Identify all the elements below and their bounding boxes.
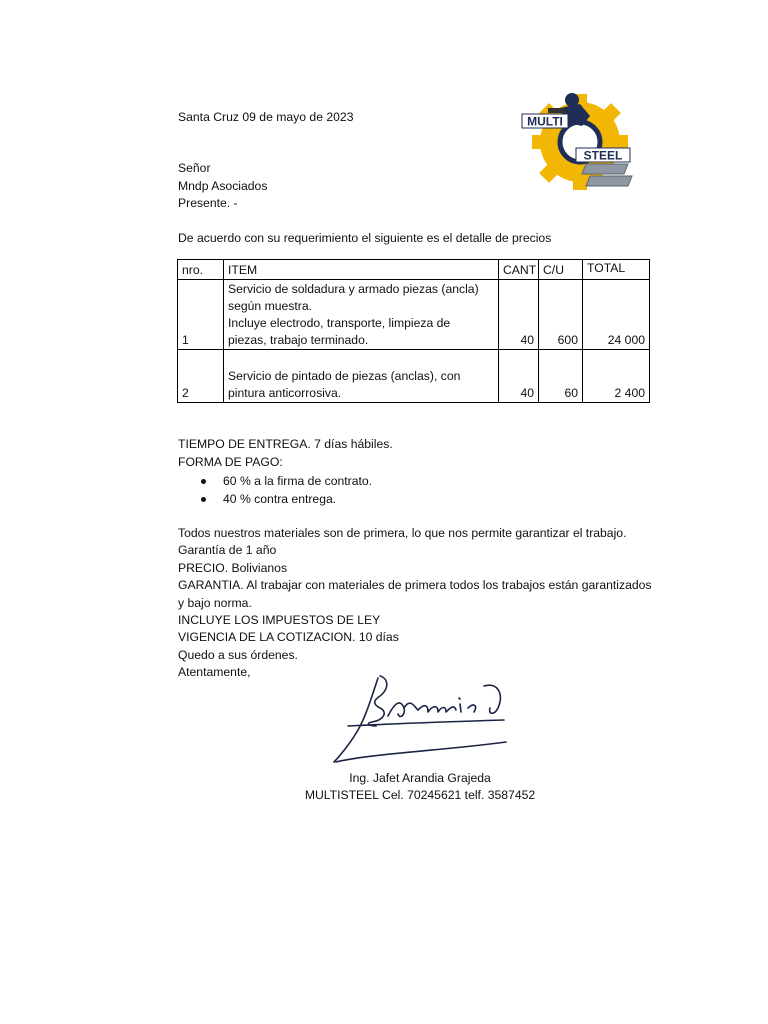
header-item: ITEM	[224, 260, 499, 280]
body-line: INCLUYE LOS IMPUESTOS DE LEY	[178, 613, 381, 627]
row-cu: 600	[539, 280, 583, 350]
header-nro: nro.	[178, 260, 224, 280]
row-total: 24 000	[583, 280, 650, 350]
body-line: y bajo norma.	[178, 596, 252, 610]
row-total: 2 400	[583, 350, 650, 403]
table-header-row	[178, 260, 650, 280]
payment-item-text: 40 % contra entrega.	[223, 492, 337, 506]
row-item	[224, 280, 499, 350]
payment-list	[199, 472, 372, 508]
signer-contact: MULTISTEEL Cel. 70245621 telf. 3587452	[304, 788, 536, 802]
body-line: GARANTIA. Al trabajar con materiales de primera todos los trabajos están garantizados	[178, 578, 652, 592]
row-cu: 60	[539, 350, 583, 403]
body-line: Todos nuestros materiales son de primera, lo que nos permite garantizar el trabajo.	[178, 526, 627, 540]
signer-name: Ing. Jafet Arandia Grajeda	[349, 771, 491, 785]
item-line: según muestra.	[228, 299, 313, 313]
list-item	[199, 472, 372, 490]
body-line: PRECIO. Bolivianos	[178, 561, 288, 575]
signature	[328, 668, 518, 768]
bullet-icon	[201, 497, 206, 502]
table-row	[178, 350, 650, 403]
tiempo-entrega: TIEMPO DE ENTREGA. 7 días hábiles.	[178, 437, 393, 451]
row-item	[224, 350, 499, 403]
item-line: Incluye electrodo, transporte, limpieza de	[228, 316, 451, 330]
row-cant: 40	[499, 350, 539, 403]
bullet-icon	[201, 479, 206, 484]
item-line: pintura anticorrosiva.	[228, 386, 342, 400]
body-line: Garantía de 1 año	[178, 543, 277, 557]
header-total: TOTAL	[583, 260, 650, 280]
presente: Presente. -	[178, 196, 238, 210]
company-logo	[520, 86, 635, 196]
logo-text-bottom: STEEL	[583, 148, 623, 163]
row-nro: 2	[178, 350, 224, 403]
row-nro: 1	[178, 280, 224, 350]
list-item	[199, 490, 372, 508]
recipient-name: Mndp Asociados	[178, 179, 268, 193]
intro-text: De acuerdo con su requerimiento el siguiente es el detalle de precios	[178, 231, 552, 245]
logo-text-top: MULTI	[527, 114, 563, 129]
header-cant: CANT	[499, 260, 539, 280]
item-line: Servicio de soldadura y armado piezas (ancla)	[228, 282, 479, 296]
price-table	[177, 259, 650, 403]
item-line: Servicio de pintado de piezas (anclas), con	[228, 369, 461, 383]
header-cu: C/U	[539, 260, 583, 280]
body-line: VIGENCIA DE LA COTIZACION. 10 días	[178, 630, 399, 644]
date-line: Santa Cruz 09 de mayo de 2023	[178, 110, 354, 124]
item-line: piezas, trabajo terminado.	[228, 333, 369, 347]
row-cant: 40	[499, 280, 539, 350]
body-line: Quedo a sus órdenes.	[178, 648, 298, 662]
payment-item-text: 60 % a la firma de contrato.	[223, 474, 373, 488]
body-line: Atentamente,	[178, 665, 251, 679]
forma-pago: FORMA DE PAGO:	[178, 455, 283, 469]
table-row	[178, 280, 650, 350]
salutation: Señor	[178, 161, 211, 175]
